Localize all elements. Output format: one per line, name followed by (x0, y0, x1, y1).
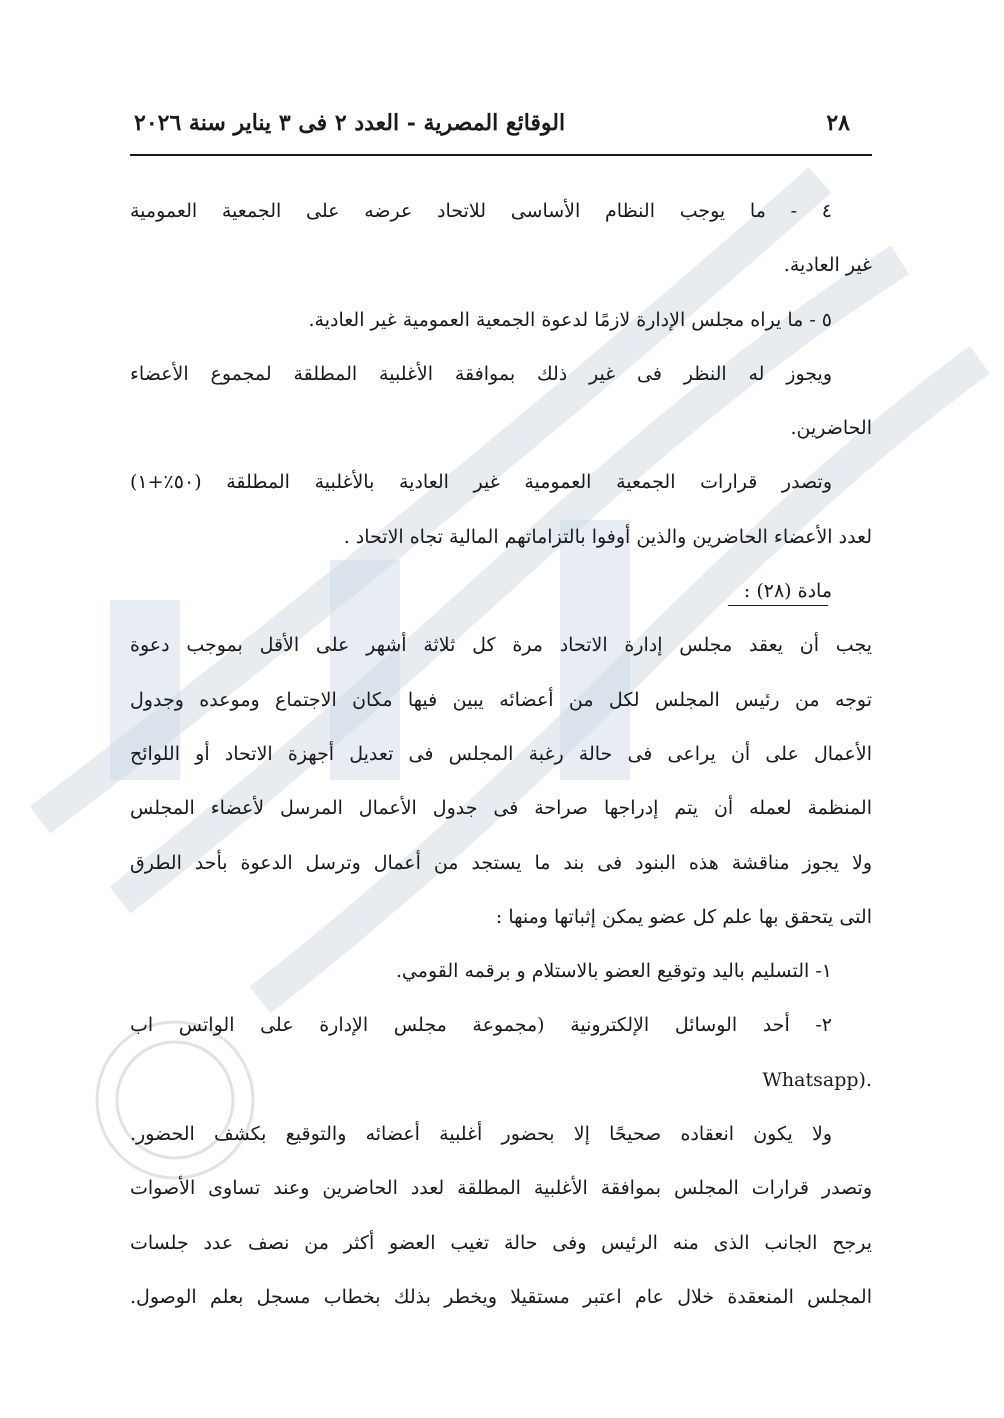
text-line: ٤ - ما يوجب النظام الأساسى للاتحاد عرضه على الجمعية العمومية (130, 200, 832, 222)
text-line: .(Whatsapp (762, 1068, 872, 1091)
text-line: ١- التسليم باليد وتوقيع العضو بالاستلام و برقمه القومي. (395, 960, 832, 983)
text-line: الحاضرين. (790, 417, 872, 440)
heading-underline (728, 605, 828, 606)
text-line: يجب أن يعقد مجلس إدارة الاتحاد مرة كل ثلاثة أشهر على الأقل بموجب دعوة (130, 634, 872, 657)
page-number: ٢٨ (826, 110, 850, 136)
text-line: ولا يجوز مناقشة هذه البنود فى بند ما يستجد من أعمال وترسل الدعوة بأحد الطرق (130, 851, 872, 874)
text-line: ٢- أحد الوسائل الإلكترونية (مجموعة مجلس الإدارة على الواتس اب (130, 1014, 832, 1037)
page-header (130, 110, 872, 156)
text-line: المجلس المنعقدة خلال عام اعتبر مستقيلا ويخطر بذلك بخطاب مسجل بعلم الوصول. (130, 1285, 872, 1308)
article-heading-text: مادة (٢٨) : (743, 580, 832, 603)
text-line: ٥ - ما يراه مجلس الإدارة لازمًا لدعوة الجمعية العمومية غير العادية. (308, 308, 832, 331)
text-line: وتصدر قرارات الجمعية العمومية غير العادية بالأغلبية المطلقة (٥٠٪+١) (130, 471, 832, 494)
gazette-title: الوقائع المصرية - العدد ٢ فى ٣ يناير سنة ٢٠٢٦ (134, 110, 566, 136)
text-line: ويجوز له النظر فى غير ذلك بموافقة الأغلبية المطلقة لمجموع الأعضاء (130, 362, 832, 385)
text-line: غير العادية. (783, 254, 872, 277)
text-line: التى يتحقق بها علم كل عضو يمكن إثباتها ومنها : (495, 905, 872, 928)
text-line: وتصدر قرارات المجلس بموافقة الأغلبية المطلقة لعدد الحاضرين وعند تساوى الأصوات (130, 1177, 872, 1200)
text-line: يرجح الجانب الذى منه الرئيس وفى حالة تغيب العضو أكثر من نصف عدد جلسات (130, 1231, 873, 1254)
text-line: ولا يكون انعقاده صحيحًا إلا بحضور أغلبية أعضائه والتوقيع بكشف الحضور. (130, 1123, 832, 1146)
document-page (130, 110, 872, 1324)
text-line: لعدد الأعضاء الحاضرين والذين أوفوا بالتزاماتهم المالية تجاه الاتحاد . (343, 525, 872, 548)
text-line: المنظمة لعمله أن يتم إدراجها صراحة فى جدول الأعمال المرسل لأعضاء المجلس (130, 797, 872, 820)
text-line: توجه من رئيس المجلس لكل من أعضائه يبين فيها مكان الاجتماع وموعده وجدول (130, 688, 872, 711)
article-heading (130, 564, 872, 618)
text-line: الأعمال على أن يراعى فى حالة رغبة المجلس فى تعديل أجهزة الاتحاد أو اللوائح (130, 742, 872, 765)
